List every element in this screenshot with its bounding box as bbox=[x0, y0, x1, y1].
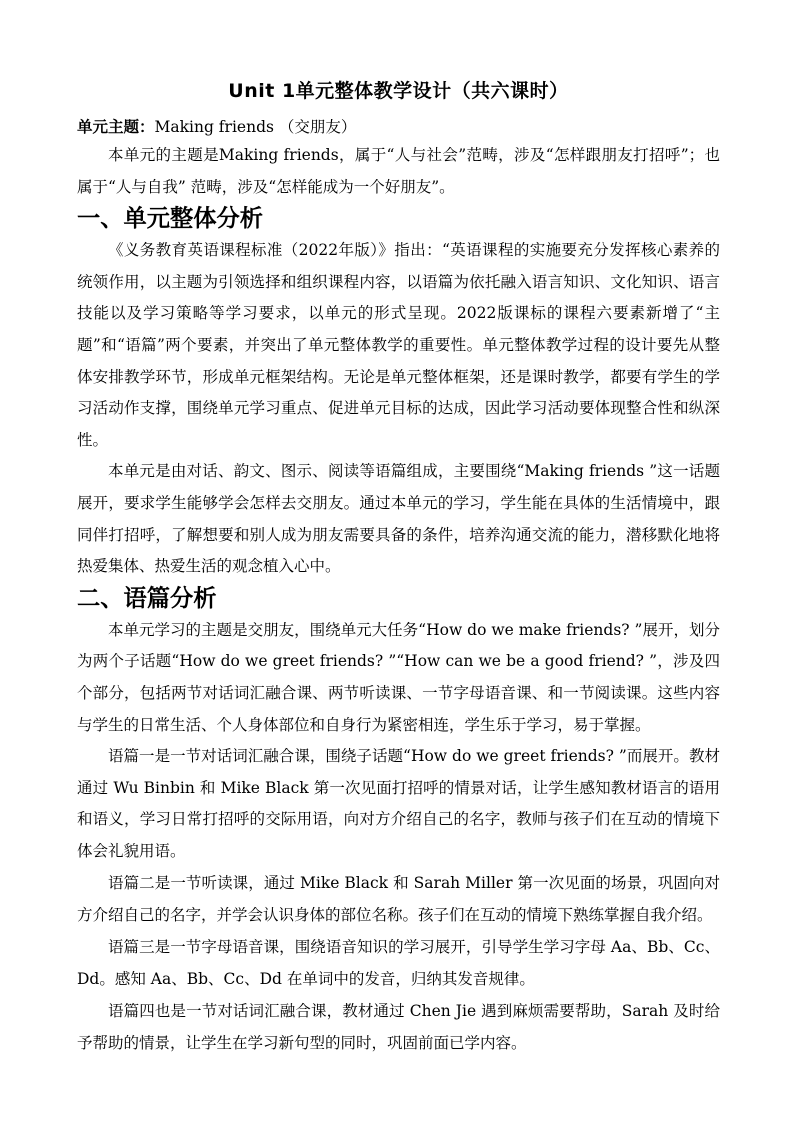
section1-paragraph-1: 《义务教育英语课程标准（2022年版）》指出：“英语课程的实施要充分发挥核心素养的统领作用，以主题为引领选择和组织课程内容，以语篇为依托融入语言知识、文化知识、语言技能以及学习策略等学习要求，以单元的形式呈现。2022版课标的课程六要素新增了“主题”和“语篇”两个要素，并突出了单元整体教学的重要性。单元整体教学过程的设计要先从整体安排教学环节，形成单元框架结构。无论是单元整体框架，还是课时教学，都要有学生的学习活动作支撑，围绕单元学习重点、促进单元目标的达成，因此学习活动要体现整合性和纵深性。 bbox=[77, 241, 720, 449]
section2-paragraph-4: 语篇三是一节字母语音课，围绕语音知识的学习展开，引导学生学习字母 Aa、Bb、Cc、Dd。感知 Aa、Bb、Cc、Dd 在单词中的发音，归纳其发音规律。 bbox=[77, 938, 720, 989]
unit-subject-label: 单元主题： bbox=[77, 117, 155, 136]
section-heading-unit-analysis: 一、单元整体分析 bbox=[77, 205, 264, 233]
unit-subject-value: Making friends （交朋友） bbox=[154, 118, 357, 136]
section-heading-text-analysis: 二、语篇分析 bbox=[77, 584, 217, 612]
unit-subject bbox=[77, 114, 720, 140]
section2-paragraph-1: 本单元学习的主题是交朋友，围绕单元大任务“How do we make friends? ”展开，划分为两个子话题“How do we greet friends? ”“How can we be a good friend? ”，涉及四个部分，包括两节对话词汇融合课、两节听读课、一节字母语音课、和一节阅读课。这些内容与学生的日常生活、个人身体部位和自身行为紧密相连，学生乐于学习，易于掌握。 bbox=[77, 620, 720, 734]
document-title: Unit 1单元整体教学设计（共六课时） bbox=[228, 80, 569, 102]
section2-paragraph-5: 语篇四也是一节对话词汇融合课，教材通过 Chen Jie 遇到麻烦需要帮助，Sarah 及时给予帮助的情景，让学生在学习新句型的同时，巩固前面已学内容。 bbox=[77, 1002, 720, 1053]
section2-paragraph-2: 语篇一是一节对话词汇融合课，围绕子话题“How do we greet friends? ”而展开。教材通过 Wu Binbin 和 Mike Black 第一次见面打招呼的情景对话，让学生感知教材语言的语用和语义，学习日常打招呼的交际用语，向对方介绍自己的名字，教师与孩子们在互动的情境下体会礼貌用语。 bbox=[77, 747, 720, 860]
intro-paragraph: 本单元的主题是Making friends，属于“人与社会”范畴，涉及“怎样跟朋友打招呼”；也属于“人与自我” 范畴，涉及“怎样能成为一个好朋友”。 bbox=[77, 146, 720, 196]
section2-paragraph-3: 语篇二是一节听读课，通过 Mike Black 和 Sarah Miller 第一次见面的场景，巩固向对方介绍自己的名字，并学会认识身体的部位名称。孩子们在互动的情境下熟练掌握自我介绍。 bbox=[77, 874, 720, 925]
section1-paragraph-2: 本单元是由对话、韵文、图示、阅读等语篇组成，主要围绕“Making friends ”这一话题展开，要求学生能够学会怎样去交朋友。通过本单元的学习，学生能在具体的生活情境中，跟同伴打招呼，了解想要和别人成为朋友需要具备的条件，培养沟通交流的能力，潜移默化地将热爱集体、热爱生活的观念植入心中。 bbox=[77, 462, 720, 576]
